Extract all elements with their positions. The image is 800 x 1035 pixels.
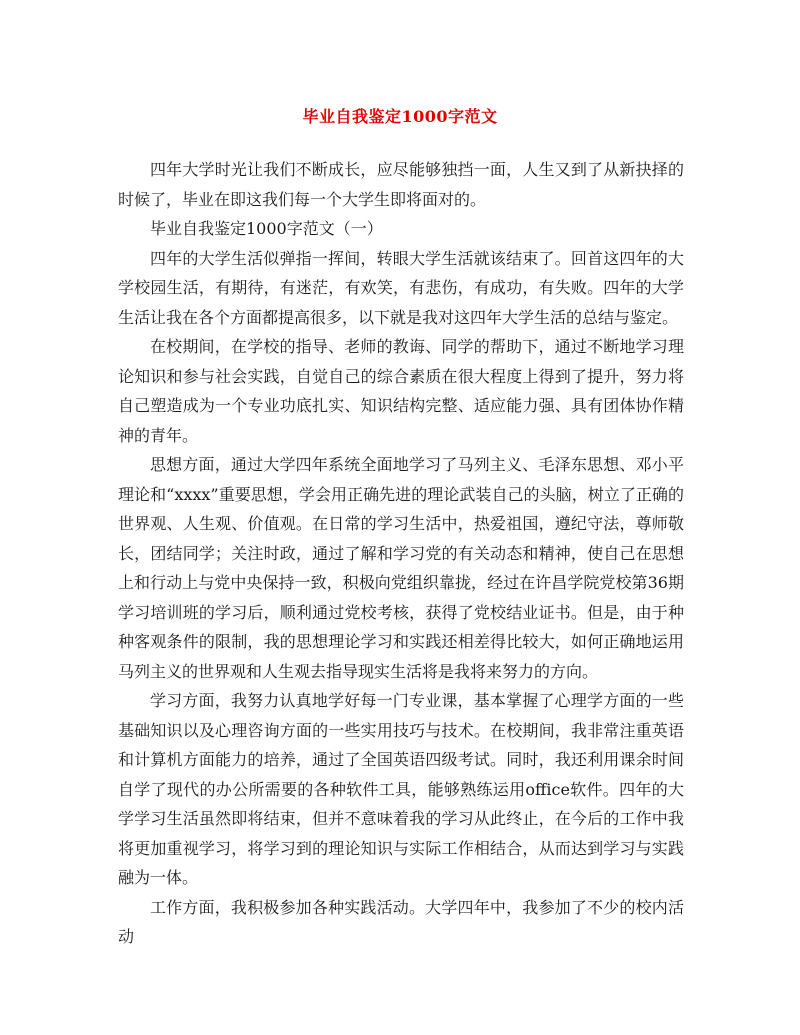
paragraph-school-period: 在校期间，在学校的指导、老师的教诲、同学的帮助下，通过不断地学习理论知识和参与社会实践，自觉自己的综合素质在很大程度上得到了提升，努力将自己塑造成为一个专业功底扎实、知识结构完整、适应能力强、具有团体协作精神的青年。 [118,337,684,445]
document-body [118,155,684,952]
paragraph-overview: 四年的大学生活似弹指一挥间，转眼大学生活就该结束了。回首这四年的大学校园生活，有期待，有迷茫，有欢笑，有悲伤，有成功，有失败。四年的大学生活让我在各个方面都提高很多，以下就是我对这四年大学生活的总结与鉴定。 [118,248,684,327]
paragraph-study: 学习方面，我努力认真地学好每一门专业课，基本掌握了心理学方面的一些基础知识以及心理咨询方面的一些实用技巧与技术。在校期间，我非常注重英语和计算机方面能力的培养，通过了全国英语四级考试。同时，我还利用课余时间自学了现代的办公所需要的各种软件工具，能够熟练运用office软件。四年的大学学习生活虽然即将结束，但并不意味着我的学习从此终止，在今后的工作中我将更加重视学习，将学习到的理论知识与实际工作相结合，从而达到学习与实践融为一体。 [118,691,684,887]
paragraph-work: 工作方面，我积极参加各种实践活动。大学四年中，我参加了不少的校内活动 [118,897,684,946]
paragraph-section-heading: 毕业自我鉴定1000字范文（一） [150,219,383,238]
paragraph-intro: 四年大学时光让我们不断成长，应尽能够独挡一面，人生又到了从新抉择的时候了，毕业在即这我们每一个大学生即将面对的。 [118,160,684,209]
paragraph-ideology: 思想方面，通过大学四年系统全面地学习了马列主义、毛泽东思想、邓小平理论和“xxxx”重要思想，学会用正确先进的理论武装自己的头脑，树立了正确的世界观、人生观、价值观。在日常的学习生活中，热爱祖国，遵纪守法，尊师敬长，团结同学；关注时政，通过了解和学习党的有关动态和精神，使自己在思想上和行动上与党中央保持一致，积极向党组织靠拢，经过在许昌学院党校第36期学习培训班的学习后，顺利通过党校考核，获得了党校结业证书。但是，由于种种客观条件的限制，我的思想理论学习和实践还相差得比较大，如何正确地运用马列主义的世界观和人生观去指导现实生活将是我将来努力的方向。 [118,455,684,681]
document-title: 毕业自我鉴定1000字范文 [302,107,498,126]
